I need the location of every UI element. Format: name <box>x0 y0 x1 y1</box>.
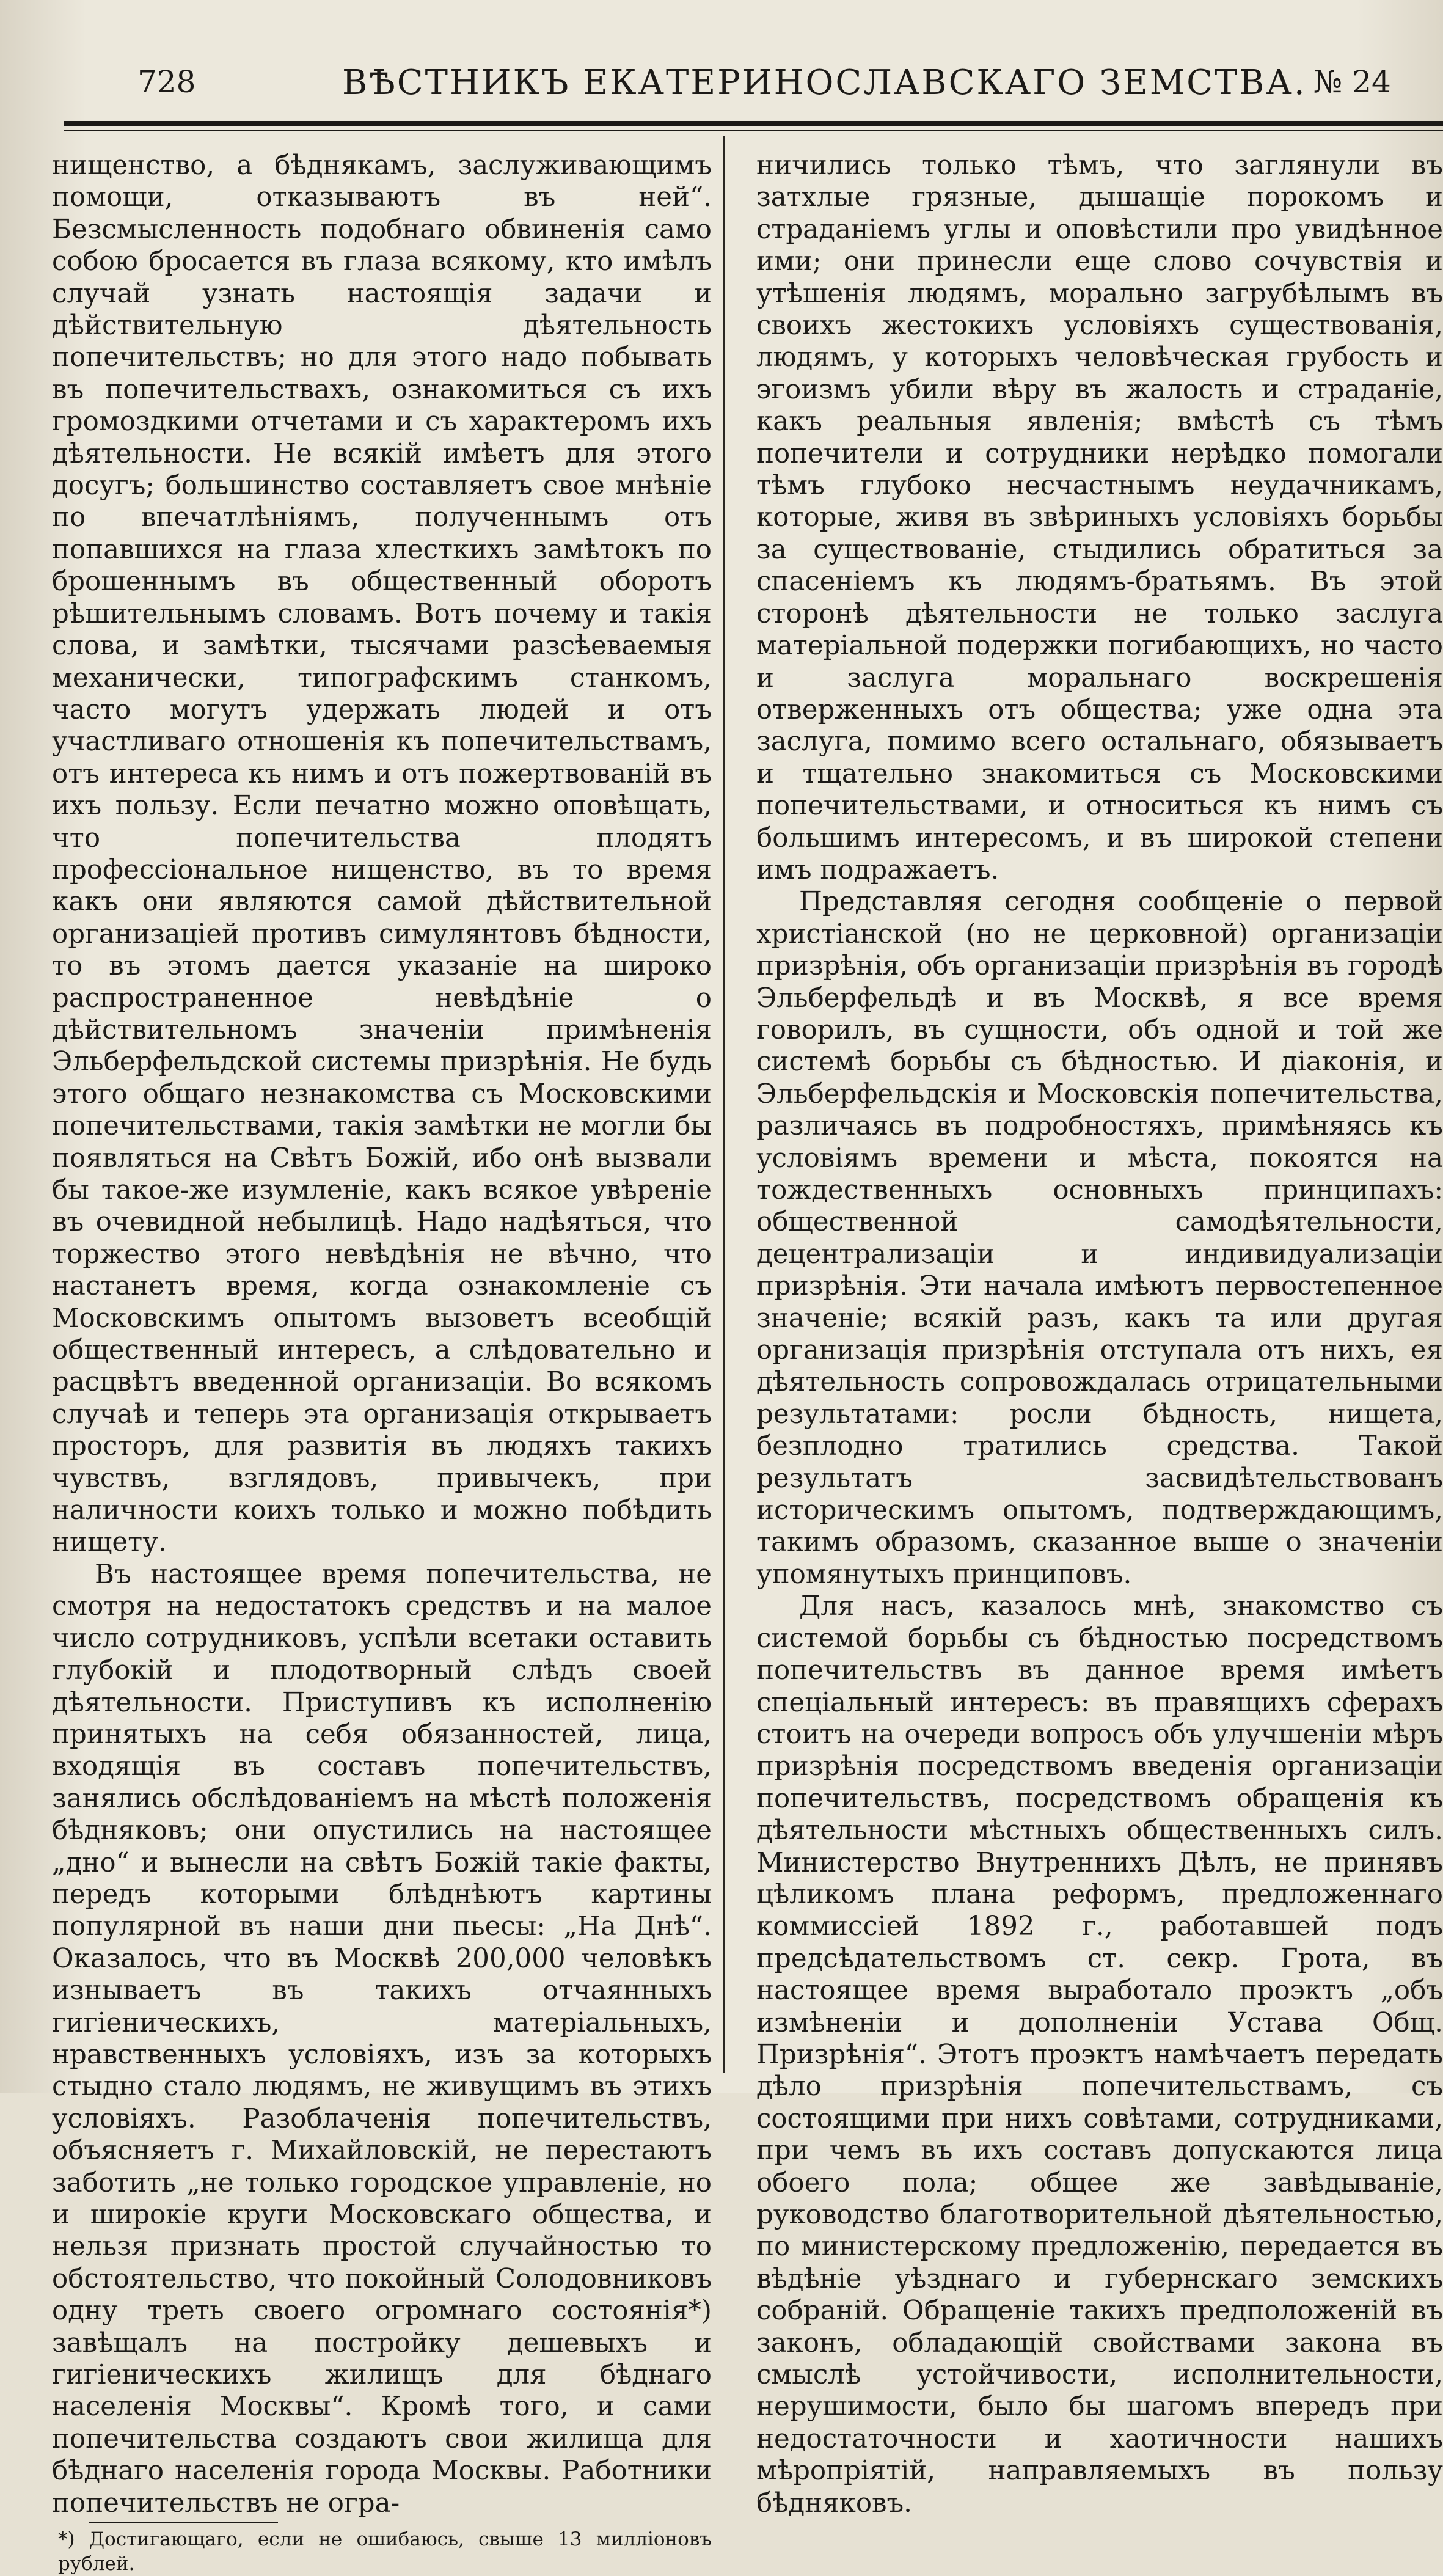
issue-number: № 24 <box>1313 64 1391 100</box>
right-column <box>756 150 1443 2519</box>
page-number: 728 <box>137 64 196 100</box>
footnote-rule <box>89 2522 278 2523</box>
right-paragraph-2: Представляя сегодня сообщеніе о первой христіанской (но не церковной) организаціи призрѣнія, объ организаціи призрѣнія въ городѣ Эльберфельдѣ и въ Москвѣ, я все время говорилъ, въ сущности, объ одной и той же системѣ борьбы съ бѣдностью. И діаконія, и Эльберфельдскія и Московскія попечительства, различаясь въ подробностяхъ, примѣняясь къ условіямъ времени и мѣста, покоятся на тождественныхъ основныхъ принципахъ: общественной самодѣятельности, децентрализаціи и индивидуализаціи призрѣнія. Эти начала имѣютъ первостепенное значеніе; всякій разъ, какъ та или другая организація призрѣнія отступала отъ нихъ, ея дѣятельность сопровождалась отрицательными результатами: росли бѣдность, нищета, безплодно тратились средства. Такой результатъ засвидѣтельствованъ историческимъ опытомъ, подтверждающимъ, такимъ образомъ, сказанное выше о значеніи упомянутыхъ принциповъ. <box>756 887 1443 1590</box>
left-paragraph-2: Въ настоящее время попечительства, не смотря на недостатокъ средствъ и на малое число сотрудниковъ, успѣли всетаки оставить глубокій и плодотворный слѣдъ своей дѣятельности. Приступивъ къ исполненію принятыхъ на себя обязанностей, лица, входящія въ составъ попечительствъ, занялись обслѣдованіемъ на мѣстѣ положенія бѣдняковъ; они опустились на настоящее „дно“ и вынесли на свѣтъ Божій такіе факты, передъ которыми блѣднѣютъ картины популярной въ наши дни пьесы: „На Днѣ“. Оказалось, что въ Москвѣ 200,000 человѣкъ изнываетъ въ такихъ отчаянныхъ гигіеническихъ, матеріальныхъ, нравственныхъ условіяхъ, изъ за которыхъ стыдно стало людямъ, не живущимъ въ этихъ условіяхъ. Разоблаченія попечительствъ, объясняетъ г. Михайловскій, не перестаютъ заботить „не только городское управленіе, но и широкіе круги Московскаго общества, и нельзя признать простой случайностью то обстоятельство, что покойный Солодовниковъ одну треть своего огромнаго состоянія*) завѣщалъ на постройку дешевыхъ и гигіеническихъ жилищъ для бѣднаго населенія Москвы“. Кромѣ того, и сами попечительства создаютъ свои жилища для бѣднаго населенія города Москвы. Работники попечительствъ не огра- <box>52 1559 712 2519</box>
page-header <box>61 58 1417 113</box>
journal-title: ВѢСТНИКЪ ЕКАТЕРИНОСЛАВСКАГО ЗЕМСТВА. <box>342 63 1307 103</box>
left-paragraph-1: нищенство, а бѣднякамъ, заслуживающимъ помощи, отказываютъ въ ней“. Безсмысленность подобнаго обвиненія само собою бросается въ глаза всякому, кто имѣлъ случай узнать настоящія задачи и дѣйствительную дѣятельность попечительствъ; но для этого надо побывать въ попечительствахъ, ознакомиться съ ихъ громоздкими отчетами и съ характеромъ ихъ дѣятельности. Не всякій имѣетъ для этого досугъ; большинство составляетъ свое мнѣніе по впечатлѣніямъ, полученнымъ отъ попавшихся на глаза хлесткихъ замѣтокъ по брошеннымъ въ общественный оборотъ рѣшительнымъ словамъ. Вотъ почему и такія слова, и замѣтки, тысячами разсѣеваемыя механически, типографскимъ станкомъ, часто могутъ удержать людей и отъ участливаго отношенія къ попечительствамъ, отъ интереса къ нимъ и отъ пожертвованій въ ихъ пользу. Если печатно можно оповѣщать, что попечительства плодятъ профессіональное нищенство, въ то время какъ они являются самой дѣйствительной организаціей противъ симулянтовъ бѣдности, то въ этомъ дается указаніе на широко распространенное невѣдѣніе о дѣйствительномъ значеніи примѣненія Эльберфельдской системы призрѣнія. Не будь этого общаго незнакомства съ Московскими попечительствами, такія замѣтки не могли бы появляться на Свѣтъ Божій, ибо онѣ вызвали бы такое-же изумленіе, какъ всякое увѣреніе въ очевидной небылицѣ. Надо надѣяться, что торжество этого невѣдѣнія не вѣчно, что настанетъ время, когда ознакомленіе съ Московскимъ опытомъ вызоветъ всеобщій общественный интересъ, а слѣдовательно и расцвѣтъ введенной организаціи. Во всякомъ случаѣ и теперь эта организація открываетъ просторъ, для развитія въ людяхъ такихъ чувствъ, взглядовъ, привычекъ, при наличности коихъ только и можно побѣдить нищету. <box>52 150 712 1558</box>
header-rule-thin <box>64 130 1443 131</box>
right-paragraph-1: ничились только тѣмъ, что заглянули въ затхлые грязные, дышащіе порокомъ и страданіемъ углы и оповѣстили про увидѣнное ими; они принесли еще слово сочувствія и утѣшенія людямъ, морально загрубѣлымъ въ своихъ жестокихъ условіяхъ существованія, людямъ, у которыхъ человѣческая грубость и эгоизмъ убили вѣру въ жалость и страданіе, какъ реальныя явленія; вмѣстѣ съ тѣмъ попечители и сотрудники нерѣдко помогали тѣмъ глубоко несчастнымъ неудачникамъ, которые, живя въ звѣриныхъ условіяхъ борьбы за существованіе, стыдились обратиться за спасеніемъ къ людямъ-братьямъ. Въ этой сторонѣ дѣятельности не только заслуга матеріальной подержки погибающихъ, но часто и заслуга моральнаго воскрешенія отверженныхъ отъ общества; уже одна эта заслуга, помимо всего остальнаго, обязываетъ и тщательно знакомиться съ Московскими попечительствами, и относиться къ нимъ съ большимъ интересомъ, и въ широкой степени имъ подражаетъ. <box>756 150 1443 885</box>
column-divider <box>723 136 725 2073</box>
header-rule-thick <box>64 121 1443 126</box>
left-column <box>52 150 712 2576</box>
footnote: *) Достигающаго, если не ошибаюсь, свыше 13 милліоновъ рублей. <box>58 2528 712 2575</box>
right-paragraph-3: Для насъ, казалось мнѣ, знакомство съ системой борьбы съ бѣдностью посредствомъ попечительствъ въ данное время имѣетъ спеціальный интересъ: въ правящихъ сферахъ стоитъ на очереди вопросъ объ улучшеніи мѣръ призрѣнія посредствомъ введенія организаціи попечительствъ, посредствомъ обращенія къ дѣятельности мѣстныхъ общественныхъ силъ. Министерство Внутреннихъ Дѣлъ, не принявъ цѣликомъ плана реформъ, предложеннаго коммиссіей 1892 г., работавшей подъ предсѣдательствомъ ст. секр. Грота, въ настоящее время выработало проэктъ „объ измѣненіи и дополненіи Устава Общ. Призрѣнія“. Этотъ проэктъ намѣчаетъ передать дѣло призрѣнія попечительствамъ, съ состоящими при нихъ совѣтами, сотрудниками, при чемъ въ ихъ составъ допускаются лица обоего пола; общее же завѣдываніе, руководство благотворительной дѣятельностью, по министерскому предложенію, передается въ вѣдѣніе уѣзднаго и губернскаго земскихъ собраній. Обращеніе такихъ предположеній въ законъ, обладающій свойствами закона въ смыслѣ устойчивости, исполнительности, нерушимости, было бы шагомъ впередъ при недостаточности и хаотичности нашихъ мѣропріятій, направляемыхъ въ пользу бѣдняковъ. <box>756 1591 1443 2519</box>
